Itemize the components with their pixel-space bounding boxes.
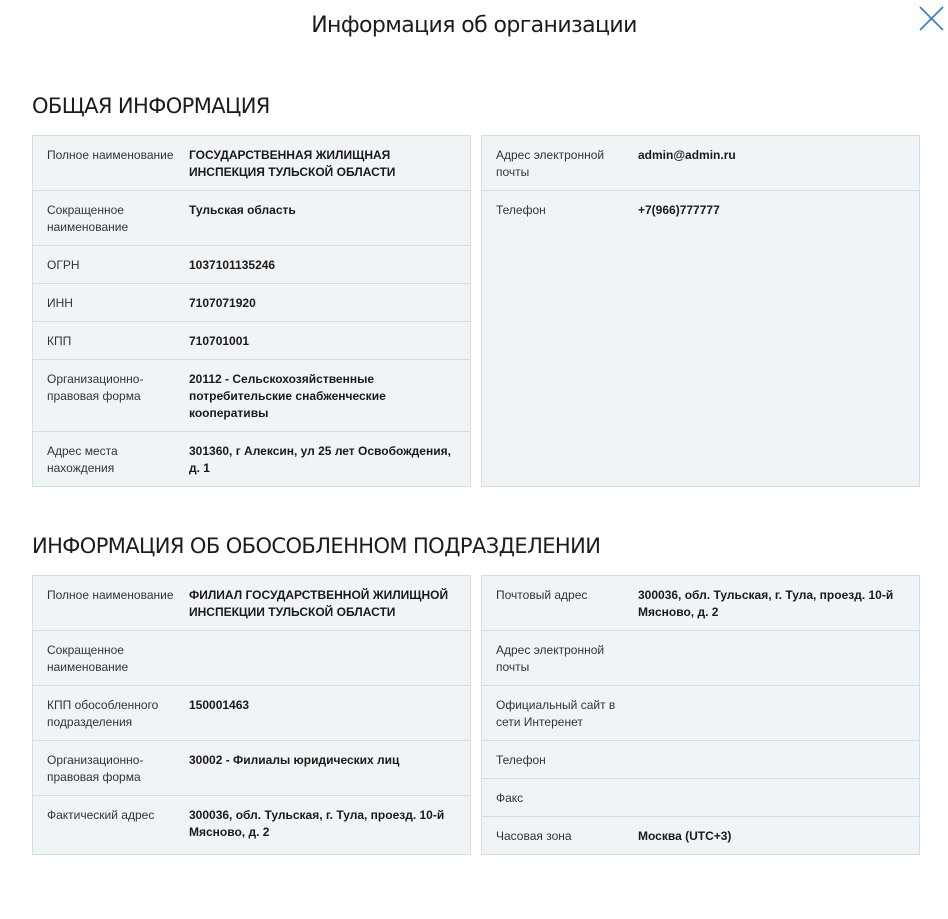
info-row [33, 284, 470, 322]
field-label: Факс [496, 791, 524, 805]
field-label: Телефон [496, 753, 546, 767]
field-value [638, 642, 919, 685]
field-label: Телефон [496, 203, 546, 217]
field-value [638, 790, 919, 816]
branch-section-title: ИНФОРМАЦИЯ ОБ ОБОСОБЛЕННОМ ПОДРАЗДЕЛЕНИИ [32, 534, 601, 558]
field-label: КПП обособленного подразделения [47, 698, 159, 729]
field-value: 30002 - Филиалы юридических лиц [189, 753, 400, 767]
field-value: 1037101135246 [189, 258, 276, 272]
field-label: Полное наименование [47, 148, 174, 162]
info-row [33, 741, 470, 796]
field-label: Организационно-правовая форма [47, 372, 144, 403]
general-left-panel [32, 135, 471, 487]
field-value [638, 752, 919, 778]
info-row [33, 322, 470, 360]
field-value: 301360, г Алексин, ул 25 лет Освобождения, д. 1 [189, 444, 451, 475]
general-right-panel [481, 135, 920, 487]
field-label: Организационно-правовая форма [47, 753, 144, 784]
field-value: admin@admin.ru [638, 148, 736, 162]
close-button[interactable] [917, 5, 945, 33]
field-label: ОГРН [47, 258, 80, 272]
field-value: Москва (UTC+3) [638, 829, 732, 843]
field-label: Официальный сайт в сети Интеренет [496, 698, 616, 729]
info-row [33, 432, 470, 487]
close-icon [917, 5, 945, 33]
field-value: Тульская область [189, 203, 296, 217]
info-row [33, 136, 470, 191]
field-label: КПП [47, 334, 72, 348]
field-label: Сокращенное наименование [47, 643, 129, 674]
field-label: Адрес места нахождения [47, 444, 118, 475]
field-value: 7107071920 [189, 296, 256, 310]
info-row [33, 631, 470, 686]
field-value [189, 642, 470, 685]
field-value: ГОСУДАРСТВЕННАЯ ЖИЛИЩНАЯ ИНСПЕКЦИЯ ТУЛЬСКОЙ ОБЛАСТИ [189, 148, 396, 179]
info-row [33, 191, 470, 246]
info-row [482, 686, 919, 741]
general-section-title: ОБЩАЯ ИНФОРМАЦИЯ [32, 94, 270, 118]
info-row [482, 779, 919, 817]
info-row [482, 576, 919, 631]
field-value: 300036, обл. Тульская, г. Тула, проезд. 10-й Мясново, д. 2 [638, 588, 894, 619]
field-label: Часовая зона [496, 829, 572, 843]
branch-right-panel [481, 575, 920, 855]
field-label: Полное наименование [47, 588, 174, 602]
info-row [33, 576, 470, 631]
info-row [33, 796, 470, 854]
field-label: Адрес электронной почты [496, 643, 605, 674]
field-value: 710701001 [189, 334, 250, 348]
field-label: Адрес электронной почты [496, 148, 605, 179]
field-value: 20112 - Сельскохозяйственные потребительские снабженческие кооперативы [189, 372, 386, 420]
field-value: 150001463 [189, 698, 250, 712]
info-row [33, 686, 470, 741]
field-label: Почтовый адрес [496, 588, 588, 602]
field-value: ФИЛИАЛ ГОСУДАРСТВЕННОЙ ЖИЛИЩНОЙ ИНСПЕКЦИИ ТУЛЬСКОЙ ОБЛАСТИ [189, 588, 449, 619]
info-row [482, 136, 919, 191]
info-row [482, 631, 919, 686]
field-label: Фактический адрес [47, 808, 155, 822]
field-value [638, 697, 919, 740]
modal-title: Информация об организации [311, 13, 637, 38]
field-label: ИНН [47, 296, 73, 310]
field-value: 300036, обл. Тульская, г. Тула, проезд. 10-й Мясново, д. 2 [189, 808, 445, 839]
info-row [482, 741, 919, 779]
field-value: +7(966)777777 [638, 203, 720, 217]
field-label: Сокращенное наименование [47, 203, 129, 234]
branch-left-panel [32, 575, 471, 855]
info-row [33, 360, 470, 432]
info-row [482, 817, 919, 854]
info-row [482, 191, 919, 229]
info-row [33, 246, 470, 284]
